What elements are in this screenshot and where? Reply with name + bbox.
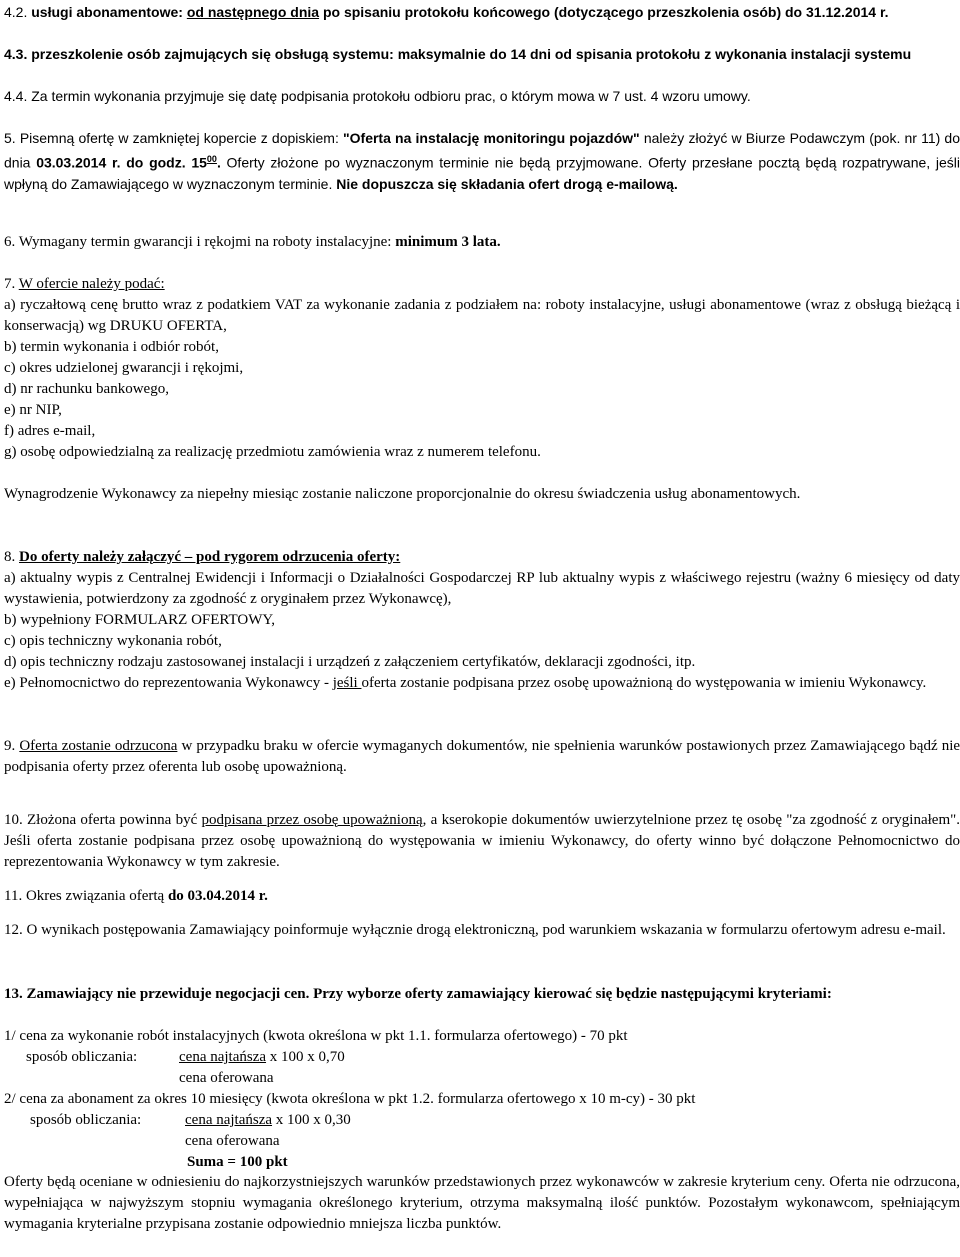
section-8-heading <box>4 547 960 568</box>
s11-date: do 03.04.2014 r. <box>167 888 268 904</box>
section-4-4: 4.4. Za termin wykonania przyjmuje się datę podpisania protokołu odbioru prac, o którym mowa w 7 ust. 4 wzoru umowy. <box>4 88 751 104</box>
s8-item-c: c) opis techniczny wykonania robót, <box>4 633 222 649</box>
criterion-2-denominator: cena oferowana <box>185 1133 280 1149</box>
s8-e-a: e) Pełnomocnictwo do reprezentowania Wykonawcy - <box>4 675 333 691</box>
s7-item-c: c) okres udzielonej gwarancji i rękojmi, <box>4 360 244 376</box>
s5-deadline-minutes: 00 <box>206 154 217 164</box>
s4-2-lead: usługi abonamentowe: <box>31 4 187 20</box>
criterion-1: 1/ cena za wykonanie robót instalacyjnych (kwota określona w pkt 1.1. formularza ofertowego) - 70 pkt <box>4 1028 628 1044</box>
s7-item-b: b) termin wykonania i odbiór robót, <box>4 339 219 355</box>
section-9 <box>4 736 960 778</box>
s8-head: Do oferty należy załączyć – pod rygorem odrzucenia oferty: <box>19 549 401 565</box>
s7-num: 7. <box>4 276 19 292</box>
criterion-1-formula <box>179 1047 345 1068</box>
section-10 <box>4 810 960 873</box>
s7-item-d: d) nr rachunku bankowego, <box>4 381 169 397</box>
sum-total: Suma = 100 pkt <box>187 1154 288 1170</box>
s8-item-b: b) wypełniony FORMULARZ OFERTOWY, <box>4 612 276 628</box>
s8-e-if: jeśli <box>332 675 362 691</box>
s8-item-d: d) opis techniczny rodzaju zastosowanej instalacji i urządzeń z załączeniem certyfikatów, deklaracji zgodności, itp. <box>4 654 696 670</box>
s10-signed: podpisana przez osobę upoważnioną <box>201 812 423 828</box>
criterion-2: 2/ cena za abonament za okres 10 miesięcy (kwota określona w pkt 1.2. formularza ofertowego x 10 m-cy) - 30 pkt <box>4 1091 696 1107</box>
section-4-3: 4.3. przeszkolenie osób zajmujących się obsługą systemu: maksymalnie do 14 dni od spisania protokołu z wykonania instalacji systemu <box>4 46 912 62</box>
criterion-2-formula <box>185 1110 351 1131</box>
s5-e: . <box>216 154 221 171</box>
section-7-heading <box>4 274 960 295</box>
section-13-heading: 13. Zamawiający nie przewiduje negocjacji cen. Przy wyborze oferty zamawiający kierować się będzie następującymi kryteriami: <box>4 986 832 1002</box>
criterion-1-denominator: cena oferowana <box>179 1070 274 1086</box>
s5-f: Oferty złożone po wyznaczonym terminie nie będą przyjmowane. Oferty przesłane pocztą będą rozpatrywane, jeśli wpłyną do Zamawiającego w wyznaczonym terminie. <box>4 154 960 192</box>
section-6 <box>4 232 960 253</box>
s4-2-underlined: od następnego dnia <box>186 4 320 20</box>
criterion-2-label: sposób obliczania: <box>30 1112 142 1128</box>
s11-a: 11. Okres związania ofertą <box>4 888 168 904</box>
evaluation-paragraph: Oferty będą oceniane w odniesieniu do najkorzystniejszych warunków przedstawionych przez wykonawców w zakresie kryterium ceny. Oferta nie odrzucona, wypełniająca w najwyższym stopniu wymagania określonego kryterium, otrzyma maksymalną ilość punktów. Pozostałym wykonawcom, spełniającym wymagania kryterialne przypisana zostanie odpowiednio mniejsza liczba punktów. <box>4 1174 960 1232</box>
s7-item-e: e) nr NIP, <box>4 402 62 418</box>
s10-a: 10. Złożona oferta powinna być <box>4 812 202 828</box>
s4-2-rest: po spisaniu protokołu końcowego (dotyczącego przeszkolenia osób) do 31.12.2014 r. <box>319 4 889 20</box>
s4-2-prefix: 4.2. <box>4 4 32 20</box>
criterion-2-numerator: cena najtańsza <box>185 1112 273 1128</box>
s5-a: 5. Pisemną ofertę w zamkniętej kopercie z dopiskiem: <box>4 130 343 146</box>
s6-warranty: minimum 3 lata. <box>395 234 501 250</box>
criterion-2-multiplier: x 100 x 0,30 <box>272 1112 351 1128</box>
s7-item-a: a) ryczałtową cenę brutto wraz z podatkiem VAT za wykonanie zadania z podziałem na: roboty instalacyjne, usługi abonamentowe (wraz z obsługą bieżącą i konserwacją) wg DRUKU OFERTA, <box>4 297 960 334</box>
s9-num: 9. <box>4 738 20 754</box>
s5-no-email: Nie dopuszcza się składania ofert drogą e-mailową. <box>336 175 678 192</box>
section-5 <box>4 128 960 195</box>
s8-item-a: a) aktualny wypis z Centralnej Ewidencji i Informacji o Działalności Gospodarczej RP lub aktualny wypis z właściwego rejestru (ważny 6 miesięcy od daty wystawienia, potwierdzony za zgodność z oryginałem przez Wykonawcę), <box>4 570 960 607</box>
s8-num: 8. <box>4 549 19 565</box>
section-4-2 <box>4 2 960 23</box>
criterion-1-multiplier: x 100 x 0,70 <box>266 1049 345 1065</box>
s7-item-g: g) osobę odpowiedzialną za realizację przedmiotu zamówienia wraz z numerem telefonu. <box>4 444 541 460</box>
criterion-1-numerator: cena najtańsza <box>179 1049 267 1065</box>
s10-b: , a kserokopie dokumentów uwierzytelnione przez tę osobę "za zgodność z oryginałem". Jeśli oferta zostanie podpisana przez osobę upoważnioną do występowania w imieniu Wykonawcy, do oferty winno być dołączone Pełnomocnictwo do reprezentowania Wykonawcy w tym zakresie. <box>4 812 960 870</box>
s7-head: W ofercie należy podać: <box>18 276 165 292</box>
s5-deadline: 03.03.2014 r. do godz. 15 <box>36 154 207 171</box>
section-11 <box>4 886 960 907</box>
s9-rest: w przypadku braku w ofercie wymaganych dokumentów, nie spełnienia warunków postawionych przez Zamawiającego bądź nie podpisania oferty przez oferenta lub osobę upoważnioną. <box>4 738 960 775</box>
section-12: 12. O wynikach postępowania Zamawiający poinformuje wyłącznie drogą elektroniczną, pod warunkiem wskazania w formularzu ofertowym adresu e-mail. <box>4 922 946 938</box>
s8-e-b: oferta zostanie podpisana przez osobę upoważnioną do występowania w imieniu Wykonawcy. <box>361 675 927 691</box>
criterion-1-label: sposób obliczania: <box>26 1049 138 1065</box>
s8-item-e <box>4 673 960 694</box>
s5-c: należy złożyć w Biurze Podawczym (pok. nr 11) do dnia <box>4 130 960 171</box>
s6-a: 6. Wymagany termin gwarancji i rękojmi na roboty instalacyjne: <box>4 234 396 250</box>
s9-rejected: Oferta zostanie odrzucona <box>19 738 178 754</box>
s5-title-quote: "Oferta na instalację monitoringu pojazdów" <box>343 130 640 146</box>
s7-item-f: f) adres e-mail, <box>4 423 96 439</box>
wynagrodzenie-paragraph: Wynagrodzenie Wykonawcy za niepełny miesiąc zostanie naliczone proporcjonalnie do okresu świadczenia usług abonamentowych. <box>4 486 801 502</box>
